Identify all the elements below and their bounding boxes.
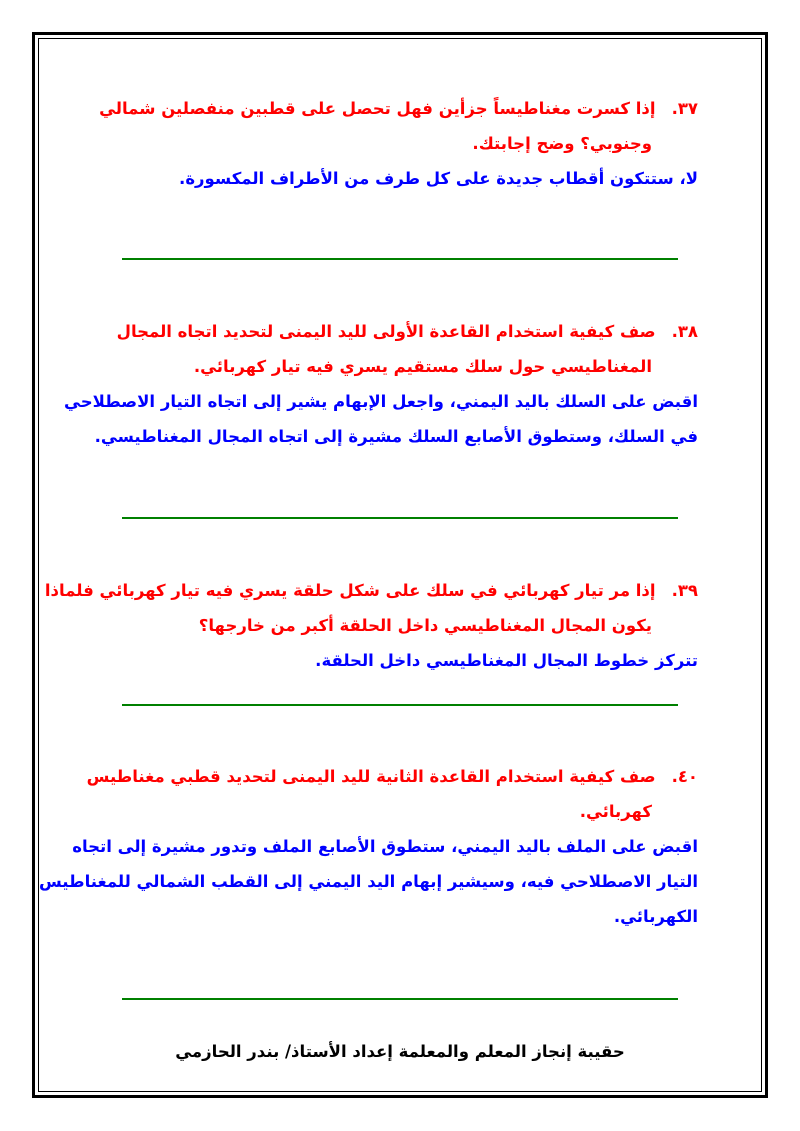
question-number: ٣٧.	[671, 99, 698, 118]
separator-line	[122, 704, 678, 706]
question-line	[44, 573, 698, 608]
question-block-38	[64, 314, 698, 454]
answer-line: اقبض على الملف باليد اليمني، ستطوق الأصابع الملف وتدور مشيرة إلى اتجاه	[72, 837, 698, 856]
question-block-37	[99, 91, 698, 196]
answer-line: تتركز خطوط المجال المغناطيسي داخل الحلقة.	[315, 651, 698, 670]
question-line: وجنوبي؟ وضح إجابتك.	[472, 134, 652, 153]
question-text: صف كيفية استخدام القاعدة الثانية لليد اليمنى لتحديد قطبي مغناطيس	[86, 767, 656, 786]
question-number: ٣٩.	[671, 581, 698, 600]
answer-line: الكهربائي.	[613, 907, 698, 926]
question-text: صف كيفية استخدام القاعدة الأولى لليد اليمنى لتحديد اتجاه المجال	[116, 322, 656, 341]
question-block-39	[44, 573, 698, 678]
question-line	[99, 91, 698, 126]
question-number: ٣٨.	[671, 322, 698, 341]
question-text: إذا كسرت مغناطيساً جزأين فهل تحصل على قطبين منفصلين شمالي	[99, 99, 656, 118]
separator-line	[122, 258, 678, 260]
question-text: إذا مر تيار كهربائي في سلك على شكل حلقة يسري فيه تيار كهربائي فلماذا	[44, 581, 656, 600]
question-line: كهربائي.	[579, 802, 652, 821]
answer-line: لا، ستتكون أقطاب جديدة على كل طرف من الأطراف المكسورة.	[179, 169, 698, 188]
question-line: يكون المجال المغناطيسي داخل الحلقة أكبر من خارجها؟	[198, 616, 652, 635]
separator-line	[122, 998, 678, 1000]
answer-line: اقبض على السلك باليد اليمني، واجعل الإبهام يشير إلى اتجاه التيار الاصطلاحي	[64, 392, 698, 411]
footer-text: حقيبة إنجاز المعلم والمعلمة إعداد الأستاذ/ بندر الحازمي	[175, 1042, 625, 1061]
question-block-40	[38, 759, 698, 934]
question-number: ٤٠.	[671, 767, 698, 786]
answer-line: في السلك، وستطوق الأصابع السلك مشيرة إلى اتجاه المجال المغناطيسي.	[94, 427, 698, 446]
question-line	[118, 314, 698, 349]
question-line	[86, 759, 698, 794]
question-line: المغناطيسي حول سلك مستقيم يسري فيه تيار كهربائي.	[193, 357, 652, 376]
answer-line: التيار الاصطلاحي فيه، وسيشير إبهام اليد اليمني إلى القطب الشمالي للمغناطيس	[38, 872, 698, 891]
separator-line	[122, 517, 678, 519]
